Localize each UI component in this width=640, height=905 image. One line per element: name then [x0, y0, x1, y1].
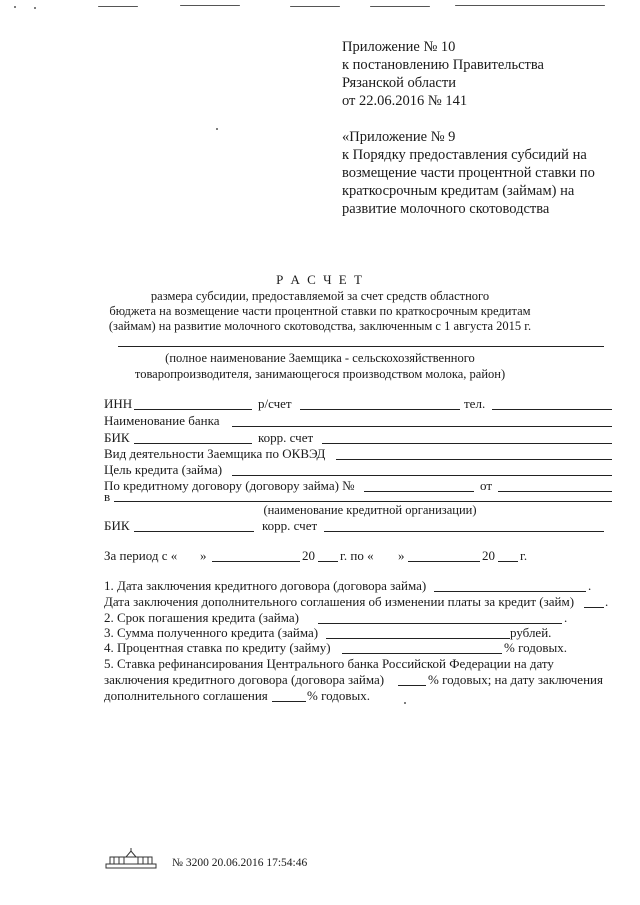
bik2-label: БИК	[104, 518, 130, 533]
bank-name-label: Наименование банка	[104, 413, 220, 428]
period-label: За период с «	[104, 548, 178, 563]
credit-purpose-label: Цель кредита (займа)	[104, 462, 223, 477]
corr-account2-field[interactable]	[324, 531, 604, 532]
period-year-prefix-1: 20	[302, 548, 315, 563]
item-5-line-3a: дополнительного соглашения	[104, 688, 268, 703]
period-year-suffix: г.	[520, 548, 528, 563]
appendix-line: Приложение № 10	[342, 39, 456, 55]
from-label: от	[480, 478, 493, 493]
item-3-end: рублей.	[510, 625, 552, 640]
phone-label: тел.	[464, 396, 486, 411]
activity-field[interactable]	[336, 459, 612, 460]
document-registration-stamp: № 3200 20.06.2016 17:54:46	[172, 857, 308, 869]
scan-noise	[0, 0, 640, 14]
item-4-label: 4. Процентная ставка по кредиту (займу)	[104, 640, 331, 655]
in-label: в	[104, 489, 111, 504]
caption-line: товаропроизводителя, занимающегося производством молока, район)	[134, 367, 506, 381]
item-5-line-2a: заключения кредитного договора (договора займа)	[104, 672, 385, 687]
item-5-line-1: 5. Ставка рефинансирования Центрального банка Российской Федерации на дату	[104, 656, 554, 671]
appendix-line: краткосрочным кредитам (займам) на	[342, 183, 575, 199]
interest-rate-field[interactable]	[342, 653, 502, 654]
credit-org-caption: (наименование кредитной организации)	[263, 503, 477, 517]
credit-contract-label: По кредитному договору (договору займа) №	[104, 478, 355, 493]
period-end-field[interactable]	[408, 561, 480, 562]
account-label: р/счет	[258, 396, 292, 411]
bank-name-field[interactable]	[232, 426, 612, 427]
corr-account2-label: корр. счет	[262, 518, 318, 533]
inn-field[interactable]	[134, 409, 252, 410]
appendix-line: от 22.06.2016 № 141	[342, 93, 468, 109]
bik2-field[interactable]	[134, 531, 254, 532]
appendix-9-header	[342, 128, 622, 218]
borrower-caption	[100, 350, 540, 382]
item-5-line-2b: % годовых; на дату заключения	[428, 672, 603, 687]
supplement-date-field[interactable]	[584, 607, 604, 608]
credit-purpose-field[interactable]	[232, 475, 612, 476]
corr-account-field[interactable]	[322, 443, 612, 444]
scan-speck	[216, 128, 218, 130]
activity-label: Вид деятельности Заемщика по ОКВЭД	[104, 446, 326, 461]
refinance-rate-contract-field[interactable]	[398, 685, 426, 686]
caption-line: (полное наименование Заемщика - сельскохозяйственного	[165, 351, 475, 365]
subtitle-line: (займам) на развитие молочного скотоводства, заключенным с 1 августа 2015 г.	[108, 319, 532, 333]
bik-field[interactable]	[134, 443, 252, 444]
item-1-label: 1. Дата заключения кредитного договора (договора займа)	[104, 578, 427, 593]
government-building-icon	[104, 848, 158, 874]
item-3-label: 3. Сумма полученного кредита (займа)	[104, 625, 319, 640]
document-subtitle	[100, 289, 540, 334]
bik-label: БИК	[104, 430, 130, 445]
period-start-field[interactable]	[212, 561, 300, 562]
appendix-line: Рязанской области	[342, 75, 456, 91]
period-end-year-field[interactable]	[498, 561, 518, 562]
appendix-10-header	[342, 38, 544, 110]
document-title: Р А С Ч Е Т	[276, 272, 364, 287]
appendix-line: возмещение части процентной ставки по	[342, 165, 595, 181]
appendix-line: к постановлению Правительства	[342, 57, 544, 73]
item-2-end: .	[564, 610, 568, 625]
subtitle-line: бюджета на возмещение части процентной ставки по краткосрочным кредитам	[109, 304, 531, 318]
period-quote-2: »	[398, 548, 405, 563]
item-1-end: .	[588, 578, 592, 593]
appendix-line: развитие молочного скотоводства	[342, 201, 550, 217]
item-4-end: % годовых.	[504, 640, 567, 655]
credit-contract-number-field[interactable]	[364, 491, 474, 492]
period-quote-1: »	[200, 548, 207, 563]
appendix-line: к Порядку предоставления субсидий на	[342, 147, 587, 163]
subtitle-line: размера субсидии, предоставляемой за счет средств областного	[150, 289, 490, 303]
credit-amount-field[interactable]	[326, 638, 510, 639]
corr-account-label: корр. счет	[258, 430, 314, 445]
account-field[interactable]	[300, 409, 460, 410]
credit-contract-date-field[interactable]	[498, 491, 612, 492]
inn-label: ИНН	[104, 396, 133, 411]
refinance-rate-supplement-field[interactable]	[272, 701, 306, 702]
item-1b-label: Дата заключения дополнительного соглашения об изменении платы за кредит (займ)	[104, 594, 575, 609]
appendix-line: «Приложение № 9	[342, 129, 456, 145]
scan-speck	[404, 702, 406, 704]
period-year-prefix-2: 20	[482, 548, 495, 563]
item-1b-end: .	[605, 594, 609, 609]
item-5-line-3b: % годовых.	[307, 688, 370, 703]
period-start-year-field[interactable]	[318, 561, 338, 562]
borrower-name-field[interactable]	[118, 346, 604, 347]
period-to-label: г. по «	[340, 548, 374, 563]
phone-field[interactable]	[492, 409, 612, 410]
repayment-term-field[interactable]	[318, 623, 562, 624]
item-2-label: 2. Срок погашения кредита (займа)	[104, 610, 299, 625]
contract-date-field[interactable]	[434, 591, 586, 592]
